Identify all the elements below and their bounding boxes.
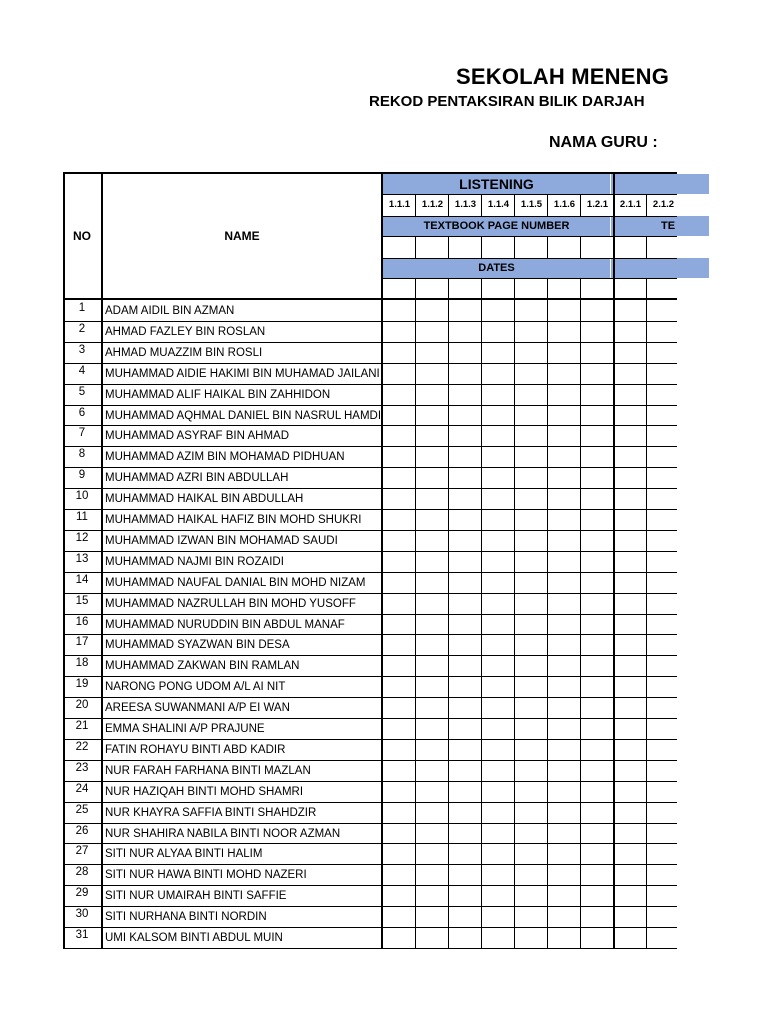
grid-line bbox=[63, 676, 677, 677]
student-number: 12 bbox=[75, 531, 89, 544]
student-number: 1 bbox=[78, 302, 86, 314]
skill-code: 1.1.4 bbox=[487, 199, 510, 210]
student-number: 5 bbox=[78, 385, 86, 398]
student-name: SITI NUR UMAIRAH BINTI SAFFIE bbox=[105, 890, 287, 903]
next-section-header-fill bbox=[611, 174, 677, 194]
grid-line bbox=[481, 236, 482, 258]
student-number: 6 bbox=[78, 406, 86, 419]
student-name: NUR KHAYRA SAFFIA BINTI SHAHDZIR bbox=[105, 806, 317, 819]
student-name: MUHAMMAD SYAZWAN BIN DESA bbox=[105, 639, 290, 652]
student-number: 27 bbox=[75, 845, 89, 858]
grid-line bbox=[580, 194, 581, 216]
student-name: MUHAMMAD AQHMAL DANIEL BIN NASRUL HAMDI bbox=[105, 409, 382, 422]
grid-line bbox=[63, 446, 677, 447]
student-number: 4 bbox=[78, 364, 86, 377]
grid-line bbox=[63, 614, 677, 615]
student-number: 19 bbox=[75, 678, 89, 691]
student-number: 25 bbox=[75, 803, 89, 816]
grid-line bbox=[646, 236, 647, 258]
student-name: NUR SHAHIRA NABILA BINTI NOOR AZMAN bbox=[105, 827, 341, 840]
teacher-label: NAMA GURU : bbox=[549, 134, 658, 151]
student-name: NUR HAZIQAH BINTI MOHD SHAMRI bbox=[105, 785, 304, 798]
school-title: SEKOLAH MENENG bbox=[456, 64, 670, 89]
student-number: 22 bbox=[75, 740, 89, 753]
grid-line bbox=[383, 278, 677, 279]
student-number: 20 bbox=[75, 699, 89, 712]
student-name: MUHAMMAD HAIKAL BIN ABDULLAH bbox=[105, 493, 304, 506]
student-number: 8 bbox=[78, 448, 86, 461]
grid-line bbox=[415, 194, 416, 216]
assessment-table bbox=[63, 172, 677, 952]
student-name: AHMAD FAZLEY BIN ROSLAN bbox=[105, 325, 266, 338]
grid-line bbox=[383, 236, 677, 237]
student-number: 28 bbox=[75, 866, 89, 879]
student-name: AHMAD MUAZZIM BIN ROSLI bbox=[105, 346, 263, 359]
grid-line bbox=[63, 467, 677, 468]
student-name: MUHAMMAD NURUDDIN BIN ABDUL MANAF bbox=[105, 618, 345, 631]
skill-code: 1.1.5 bbox=[520, 199, 543, 210]
grid-line bbox=[448, 194, 449, 216]
student-name: MUHAMMAD NAUFAL DANIAL BIN MOHD NIZAM bbox=[105, 576, 366, 589]
dates-header: DATES bbox=[478, 262, 515, 274]
student-name: SITI NUR ALYAA BINTI HALIM bbox=[105, 848, 263, 861]
grid-line bbox=[514, 236, 515, 258]
grid-line bbox=[448, 236, 449, 258]
student-name: MUHAMMAD AZRI BIN ABDULLAH bbox=[105, 472, 289, 485]
student-name: UMI KALSOM BINTI ABDUL MUIN bbox=[105, 932, 283, 944]
grid-line bbox=[63, 342, 677, 343]
student-name: NUR FARAH FARHANA BINTI MAZLAN bbox=[105, 764, 311, 777]
grid-line bbox=[63, 509, 677, 510]
grid-line bbox=[383, 216, 677, 217]
no-column-header: NO bbox=[73, 229, 91, 243]
student-name: FATIN ROHAYU BINTI ABD KADIR bbox=[105, 743, 286, 756]
textbook-page-header: TEXTBOOK PAGE NUMBER bbox=[423, 220, 570, 232]
dates-next-fill bbox=[611, 258, 677, 278]
record-title: REKOD PENTAKSIRAN BILIK DARJAH bbox=[369, 93, 645, 110]
skill-code: 2.1.2 bbox=[652, 199, 675, 210]
skill-code: 1.1.1 bbox=[388, 199, 411, 210]
grid-line bbox=[101, 172, 103, 948]
grid-line bbox=[580, 236, 581, 258]
grid-line bbox=[63, 864, 677, 865]
student-number: 24 bbox=[75, 782, 89, 795]
name-column-header: NAME bbox=[224, 229, 260, 243]
grid-line bbox=[63, 802, 677, 803]
student-number: 17 bbox=[75, 636, 89, 649]
grid-line bbox=[613, 172, 615, 948]
student-name: MUHAMMAD AZIM BIN MOHAMAD PIDHUAN bbox=[105, 451, 345, 464]
grid-line bbox=[63, 488, 677, 489]
grid-line bbox=[63, 906, 677, 907]
grid-line bbox=[63, 885, 677, 886]
student-number: 15 bbox=[75, 594, 89, 607]
listening-header: LISTENING bbox=[459, 176, 534, 192]
grid-line bbox=[63, 363, 677, 364]
student-name: MUHAMMAD NAZRULLAH BIN MOHD YUSOFF bbox=[105, 597, 356, 610]
grid-line bbox=[383, 258, 677, 259]
grid-line bbox=[646, 194, 647, 216]
skill-code: 1.1.2 bbox=[421, 199, 444, 210]
grid-line bbox=[63, 948, 677, 949]
student-name: MUHAMMAD AIDIE HAKIMI BIN MUHAMAD JAILANI bbox=[105, 367, 380, 380]
grid-line bbox=[63, 593, 677, 594]
student-name: SITI NUR HAWA BINTI MOHD NAZERI bbox=[105, 869, 307, 882]
student-name: MUHAMMAD ASYRAF BIN AHMAD bbox=[105, 430, 290, 443]
grid-line bbox=[63, 530, 677, 531]
grid-line bbox=[63, 823, 677, 824]
student-name: SITI NURHANA BINTI NORDIN bbox=[105, 911, 267, 924]
skill-code: 2.1.1 bbox=[619, 199, 642, 210]
grid-line bbox=[63, 843, 677, 844]
student-number: 16 bbox=[75, 615, 89, 628]
grid-line bbox=[63, 321, 677, 322]
grid-line bbox=[63, 425, 677, 426]
grid-line bbox=[63, 572, 677, 573]
student-name: MUHAMMAD NAJMI BIN ROZAIDI bbox=[105, 555, 284, 568]
grid-line bbox=[63, 697, 677, 698]
grid-line bbox=[63, 634, 677, 635]
skill-code: 1.1.6 bbox=[553, 199, 576, 210]
student-name: EMMA SHALINI A/P PRAJUNE bbox=[105, 723, 265, 735]
student-name: MUHAMMAD IZWAN BIN MOHAMAD SAUDI bbox=[105, 534, 338, 547]
grid-line bbox=[63, 298, 677, 300]
student-number: 23 bbox=[75, 761, 89, 774]
skill-code: 1.1.3 bbox=[454, 199, 477, 210]
student-number: 14 bbox=[75, 573, 89, 586]
student-number: 21 bbox=[75, 720, 89, 732]
grid-line bbox=[481, 194, 482, 216]
student-name: NARONG PONG UDOM A/L AI NIT bbox=[105, 681, 286, 694]
student-name: AREESA SUWANMANI A/P EI WAN bbox=[105, 702, 290, 715]
band-edge-2 bbox=[677, 216, 709, 236]
student-number: 7 bbox=[78, 427, 86, 440]
student-name: MUHAMMAD HAIKAL HAFIZ BIN MOHD SHUKRI bbox=[105, 514, 362, 526]
grid-line bbox=[514, 194, 515, 216]
band-edge-1 bbox=[677, 174, 709, 194]
student-number: 26 bbox=[75, 824, 89, 837]
student-name: MUHAMMAD ALIF HAIKAL BIN ZAHHIDON bbox=[105, 388, 331, 401]
grid-line bbox=[63, 718, 677, 719]
student-number: 11 bbox=[76, 511, 88, 523]
student-name: ADAM AIDIL BIN AZMAN bbox=[105, 305, 235, 317]
grid-line bbox=[547, 236, 548, 258]
grid-line bbox=[547, 194, 548, 216]
student-number: 9 bbox=[78, 469, 86, 482]
grid-line bbox=[63, 172, 65, 948]
band-edge-3 bbox=[677, 258, 709, 278]
textbook-next-header: TE bbox=[661, 220, 676, 232]
student-number: 13 bbox=[75, 552, 89, 565]
skill-code: 1.2.1 bbox=[586, 199, 609, 210]
grid-line bbox=[63, 551, 677, 552]
student-number: 31 bbox=[75, 929, 89, 941]
grid-line bbox=[63, 405, 677, 406]
grid-line bbox=[63, 781, 677, 782]
student-name: MUHAMMAD ZAKWAN BIN RAMLAN bbox=[105, 660, 300, 673]
student-number: 2 bbox=[78, 322, 86, 335]
student-number: 10 bbox=[75, 490, 89, 503]
student-number: 30 bbox=[75, 908, 89, 921]
student-number: 3 bbox=[78, 343, 86, 356]
student-number: 18 bbox=[75, 657, 89, 670]
grid-line bbox=[63, 739, 677, 740]
grid-line bbox=[383, 194, 677, 195]
grid-line bbox=[63, 927, 677, 928]
grid-line bbox=[63, 384, 677, 385]
grid-line bbox=[381, 172, 383, 948]
grid-line bbox=[63, 760, 677, 761]
grid-line bbox=[63, 655, 677, 656]
grid-line bbox=[63, 172, 677, 174]
grid-line bbox=[415, 236, 416, 258]
student-number: 29 bbox=[75, 887, 89, 900]
